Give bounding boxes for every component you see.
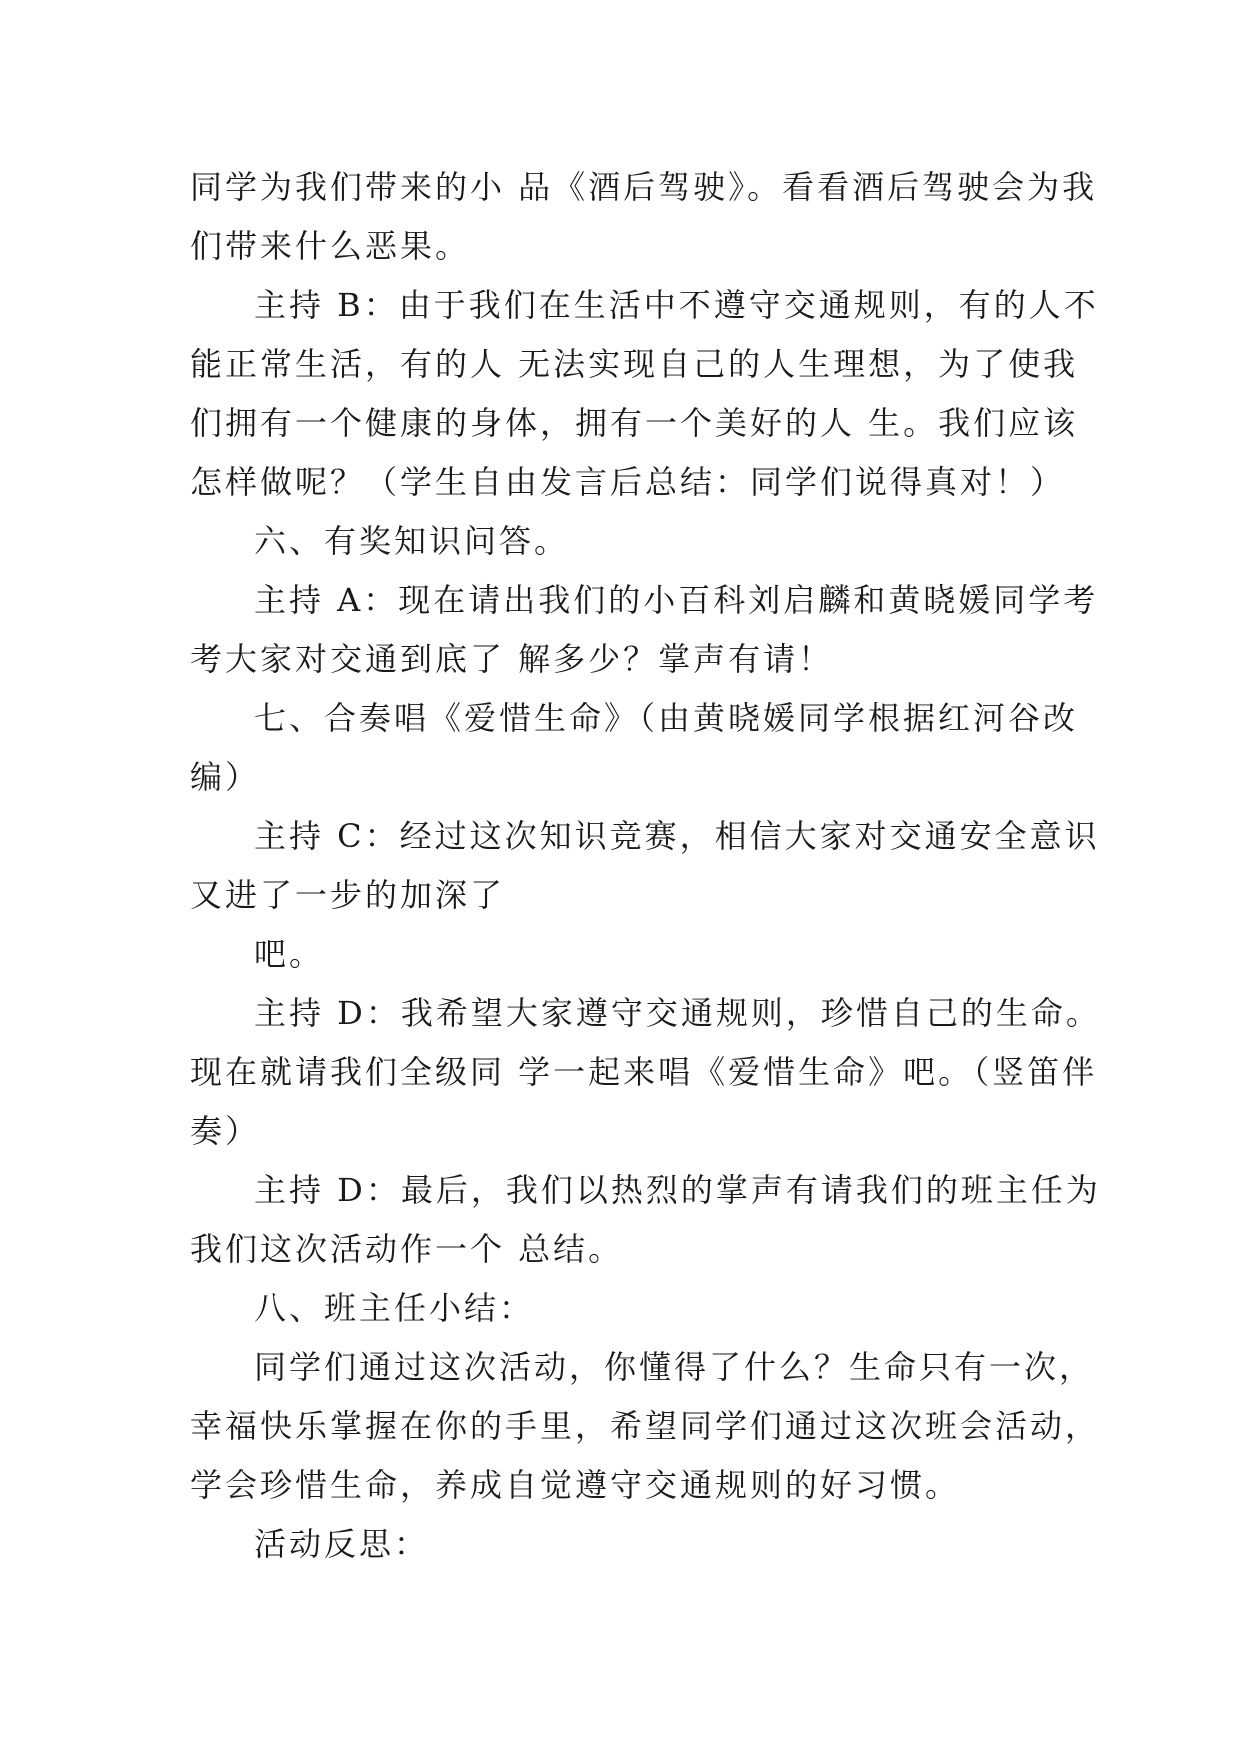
- section-heading: 六、有奖知识问答。: [254, 522, 570, 560]
- text-line: 又进了一步的加深了: [190, 876, 506, 914]
- text-line: 同学们通过这次活动，你懂得了什么？生命只有一次，: [254, 1348, 1095, 1386]
- text-line: 主持 D：最后，我们以热烈的掌声有请我们的班主任为: [254, 1171, 1101, 1209]
- text-line: 考大家对交通到底了 解多少？掌声有请！: [190, 640, 834, 678]
- section-heading: 八、班主任小结：: [254, 1289, 535, 1327]
- text-line: 能正常生活，有的人 无法实现自己的人生理想，为了使我: [190, 345, 1079, 383]
- text-line: 们带来什么恶果。: [190, 227, 471, 265]
- text-line: 主持 C：经过这次知识竞赛，相信大家对交通安全意识: [254, 817, 1100, 855]
- text-line: 主持 A：现在请出我们的小百科刘启麟和黄晓媛同学考: [254, 581, 1099, 619]
- text-line: 奏）: [190, 1112, 261, 1150]
- section-heading: 活动反思：: [254, 1525, 430, 1563]
- text-line: 学会珍惜生命，养成自觉遵守交通规则的好习惯。: [190, 1466, 961, 1504]
- text-line: 幸福快乐掌握在你的手里，希望同学们通过这次班会活动，: [190, 1407, 1101, 1445]
- text-line: 们拥有一个健康的身体，拥有一个美好的人 生。我们应该: [190, 404, 1079, 442]
- section-heading: 七、合奏唱《爱惜生命》（由黄晓媛同学根据红河谷改: [254, 699, 1079, 737]
- text-line: 吧。: [254, 935, 325, 973]
- text-line: 主持 D：我希望大家遵守交通规则，珍惜自己的生命。: [254, 994, 1101, 1032]
- text-line: 同学为我们带来的小 品《酒后驾驶》。看看酒后驾驶会为我: [190, 168, 1098, 206]
- text-line: 我们这次活动作一个 总结。: [190, 1230, 624, 1268]
- text-line: 编）: [190, 758, 261, 796]
- text-line: 主持 B：由于我们在生活中不遵守交通规则，有的人不: [254, 286, 1099, 324]
- text-line: 怎样做呢？（学生自由发言后总结：同学们说得真对！）: [190, 463, 1066, 501]
- document-body: [190, 158, 1101, 1574]
- text-line: 现在就请我们全级同 学一起来唱《爱惜生命》吧。（竖笛伴: [190, 1053, 1098, 1091]
